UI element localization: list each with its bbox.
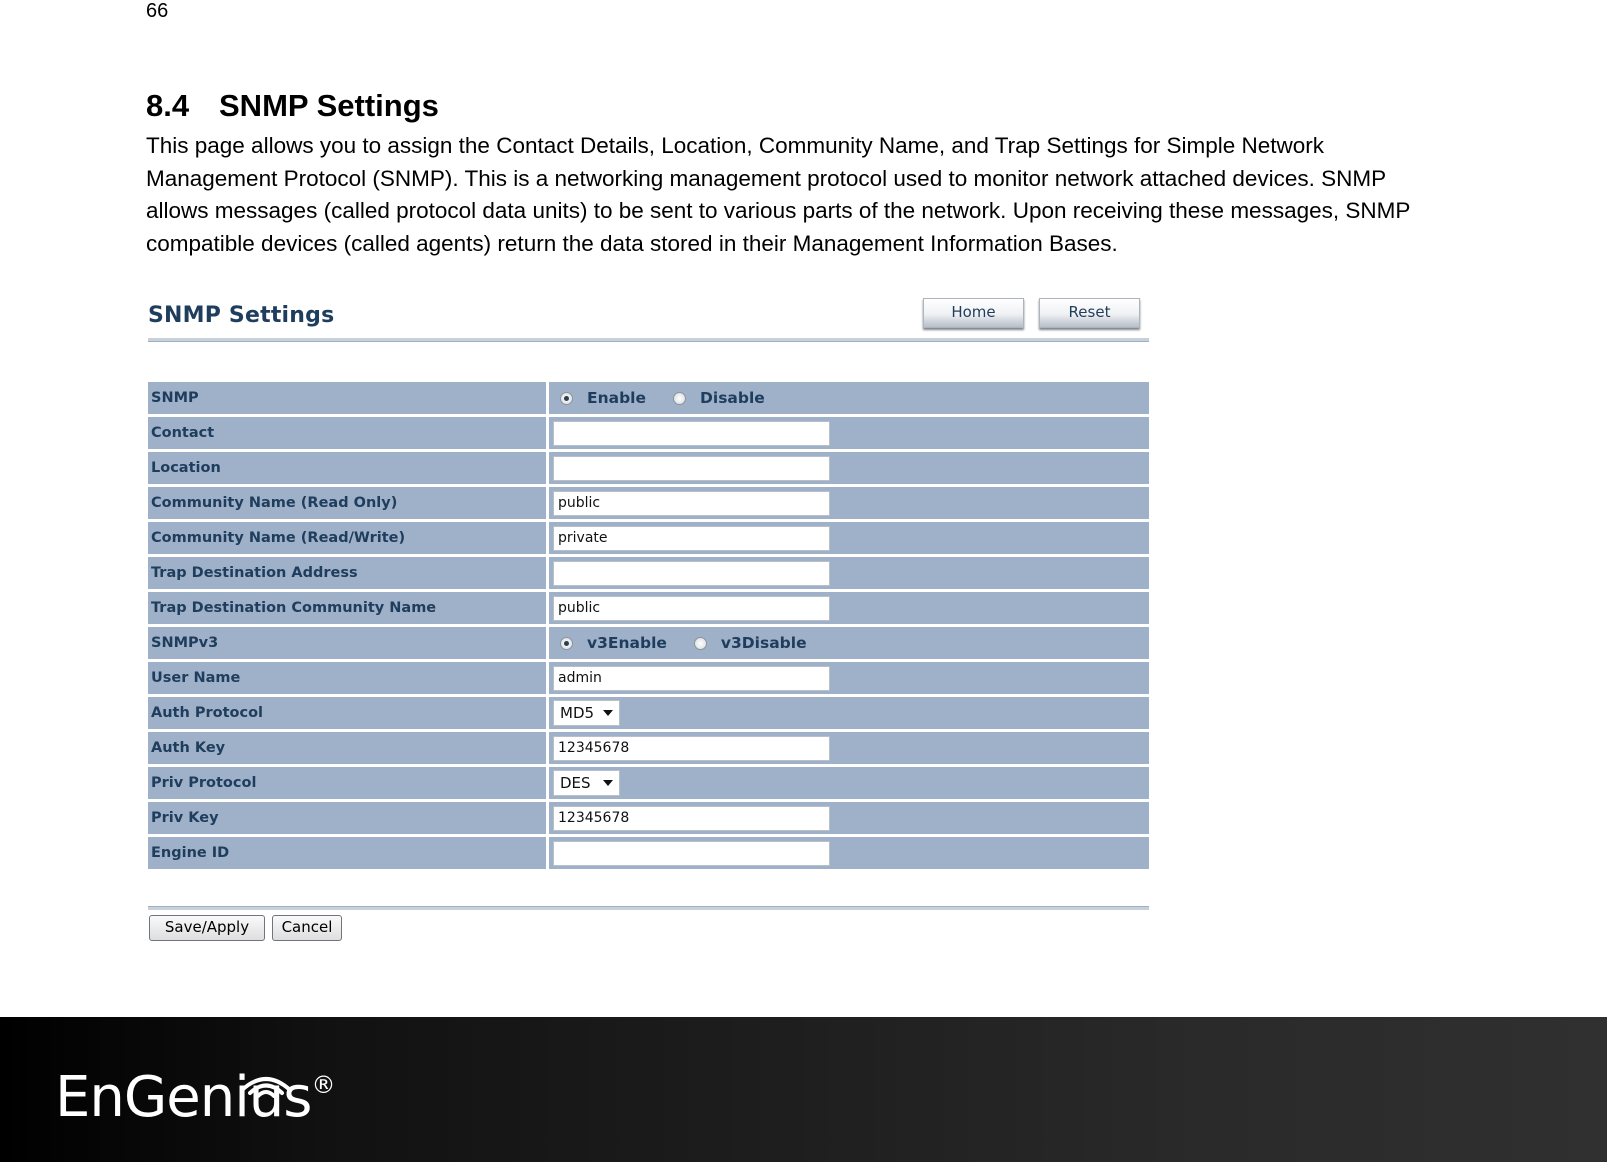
home-button[interactable]: Home: [923, 298, 1024, 328]
location-label: Location: [148, 452, 549, 484]
chevron-down-icon: [603, 710, 613, 716]
row-priv-protocol: [148, 767, 1149, 799]
panel-title: SNMP Settings: [148, 303, 335, 328]
snmp-enable-radio[interactable]: [560, 392, 573, 405]
snmp-settings-table: [148, 379, 1149, 872]
trap-address-input[interactable]: [553, 561, 830, 586]
contact-input[interactable]: [553, 421, 830, 446]
v3-enable-radio[interactable]: [560, 637, 573, 650]
priv-key-input[interactable]: 12345678: [553, 806, 830, 831]
row-contact: [148, 417, 1149, 449]
v3-disable-label: v3Disable: [720, 634, 807, 652]
row-user-name: [148, 662, 1149, 694]
reset-button[interactable]: Reset: [1039, 298, 1140, 328]
snmpv3-radio-group: [553, 634, 1149, 652]
row-location: [148, 452, 1149, 484]
row-trap-community: [148, 592, 1149, 624]
priv-key-label: Priv Key: [148, 802, 549, 834]
row-auth-protocol: [148, 697, 1149, 729]
community-ro-input[interactable]: public: [553, 491, 830, 516]
snmp-label: SNMP: [148, 382, 549, 414]
v3-disable-radio[interactable]: [694, 637, 707, 650]
user-name-label: User Name: [148, 662, 549, 694]
trap-community-label: Trap Destination Community Name: [148, 592, 549, 624]
title-divider: [148, 338, 1149, 342]
row-snmp: [148, 382, 1149, 414]
chevron-down-icon: [603, 780, 613, 786]
registered-mark: ®: [311, 1071, 335, 1099]
row-auth-key: [148, 732, 1149, 764]
engine-id-label: Engine ID: [148, 837, 549, 869]
trap-community-input[interactable]: public: [553, 596, 830, 621]
snmpv3-label: SNMPv3: [148, 627, 549, 659]
engine-id-input[interactable]: [553, 841, 830, 866]
section-title: SNMP Settings: [219, 88, 439, 123]
row-snmpv3: [148, 627, 1149, 659]
community-rw-input[interactable]: private: [553, 526, 830, 551]
auth-key-input[interactable]: 12345678: [553, 736, 830, 761]
snmp-radio-group: [553, 389, 1149, 407]
row-engine-id: [148, 837, 1149, 869]
snmp-disable-radio[interactable]: [673, 392, 686, 405]
community-rw-label: Community Name (Read/Write): [148, 522, 549, 554]
trap-address-label: Trap Destination Address: [148, 557, 549, 589]
section-number: 8.4: [146, 88, 190, 123]
bottom-divider: [148, 906, 1149, 910]
community-ro-label: Community Name (Read Only): [148, 487, 549, 519]
wifi-icon: [236, 1066, 296, 1098]
logo-text: EnGenius: [55, 1065, 312, 1130]
section-heading: [146, 88, 439, 124]
page-number: 66: [146, 0, 169, 22]
row-priv-key: [148, 802, 1149, 834]
intro-paragraph: This page allows you to assign the Contact Details, Location, Community Name, and Trap Settings for Simple Network Management Protocol (SNMP). This is a networking management protocol used to monitor network attached devices. SNMP allows messages (called protocol data units) to be sent to various parts of the network. Upon receiving these messages, SNMP compatible devices (called agents) return the data stored in their Management Information Bases.: [146, 133, 1410, 256]
location-input[interactable]: [553, 456, 830, 481]
user-name-input[interactable]: admin: [553, 666, 830, 691]
v3-enable-label: v3Enable: [587, 634, 667, 652]
save-apply-button[interactable]: Save/Apply: [149, 915, 265, 941]
snmp-disable-label: Disable: [700, 389, 765, 407]
priv-protocol-label: Priv Protocol: [148, 767, 549, 799]
row-trap-address: [148, 557, 1149, 589]
snmp-enable-label: Enable: [587, 389, 647, 407]
auth-key-label: Auth Key: [148, 732, 549, 764]
row-community-ro: [148, 487, 1149, 519]
priv-protocol-select[interactable]: [553, 770, 620, 796]
row-community-rw: [148, 522, 1149, 554]
auth-protocol-value: MD5: [560, 704, 595, 722]
auth-protocol-label: Auth Protocol: [148, 697, 549, 729]
priv-protocol-value: DES: [560, 774, 591, 792]
cancel-button[interactable]: Cancel: [272, 915, 342, 941]
contact-label: Contact: [148, 417, 549, 449]
auth-protocol-select[interactable]: [553, 700, 620, 726]
